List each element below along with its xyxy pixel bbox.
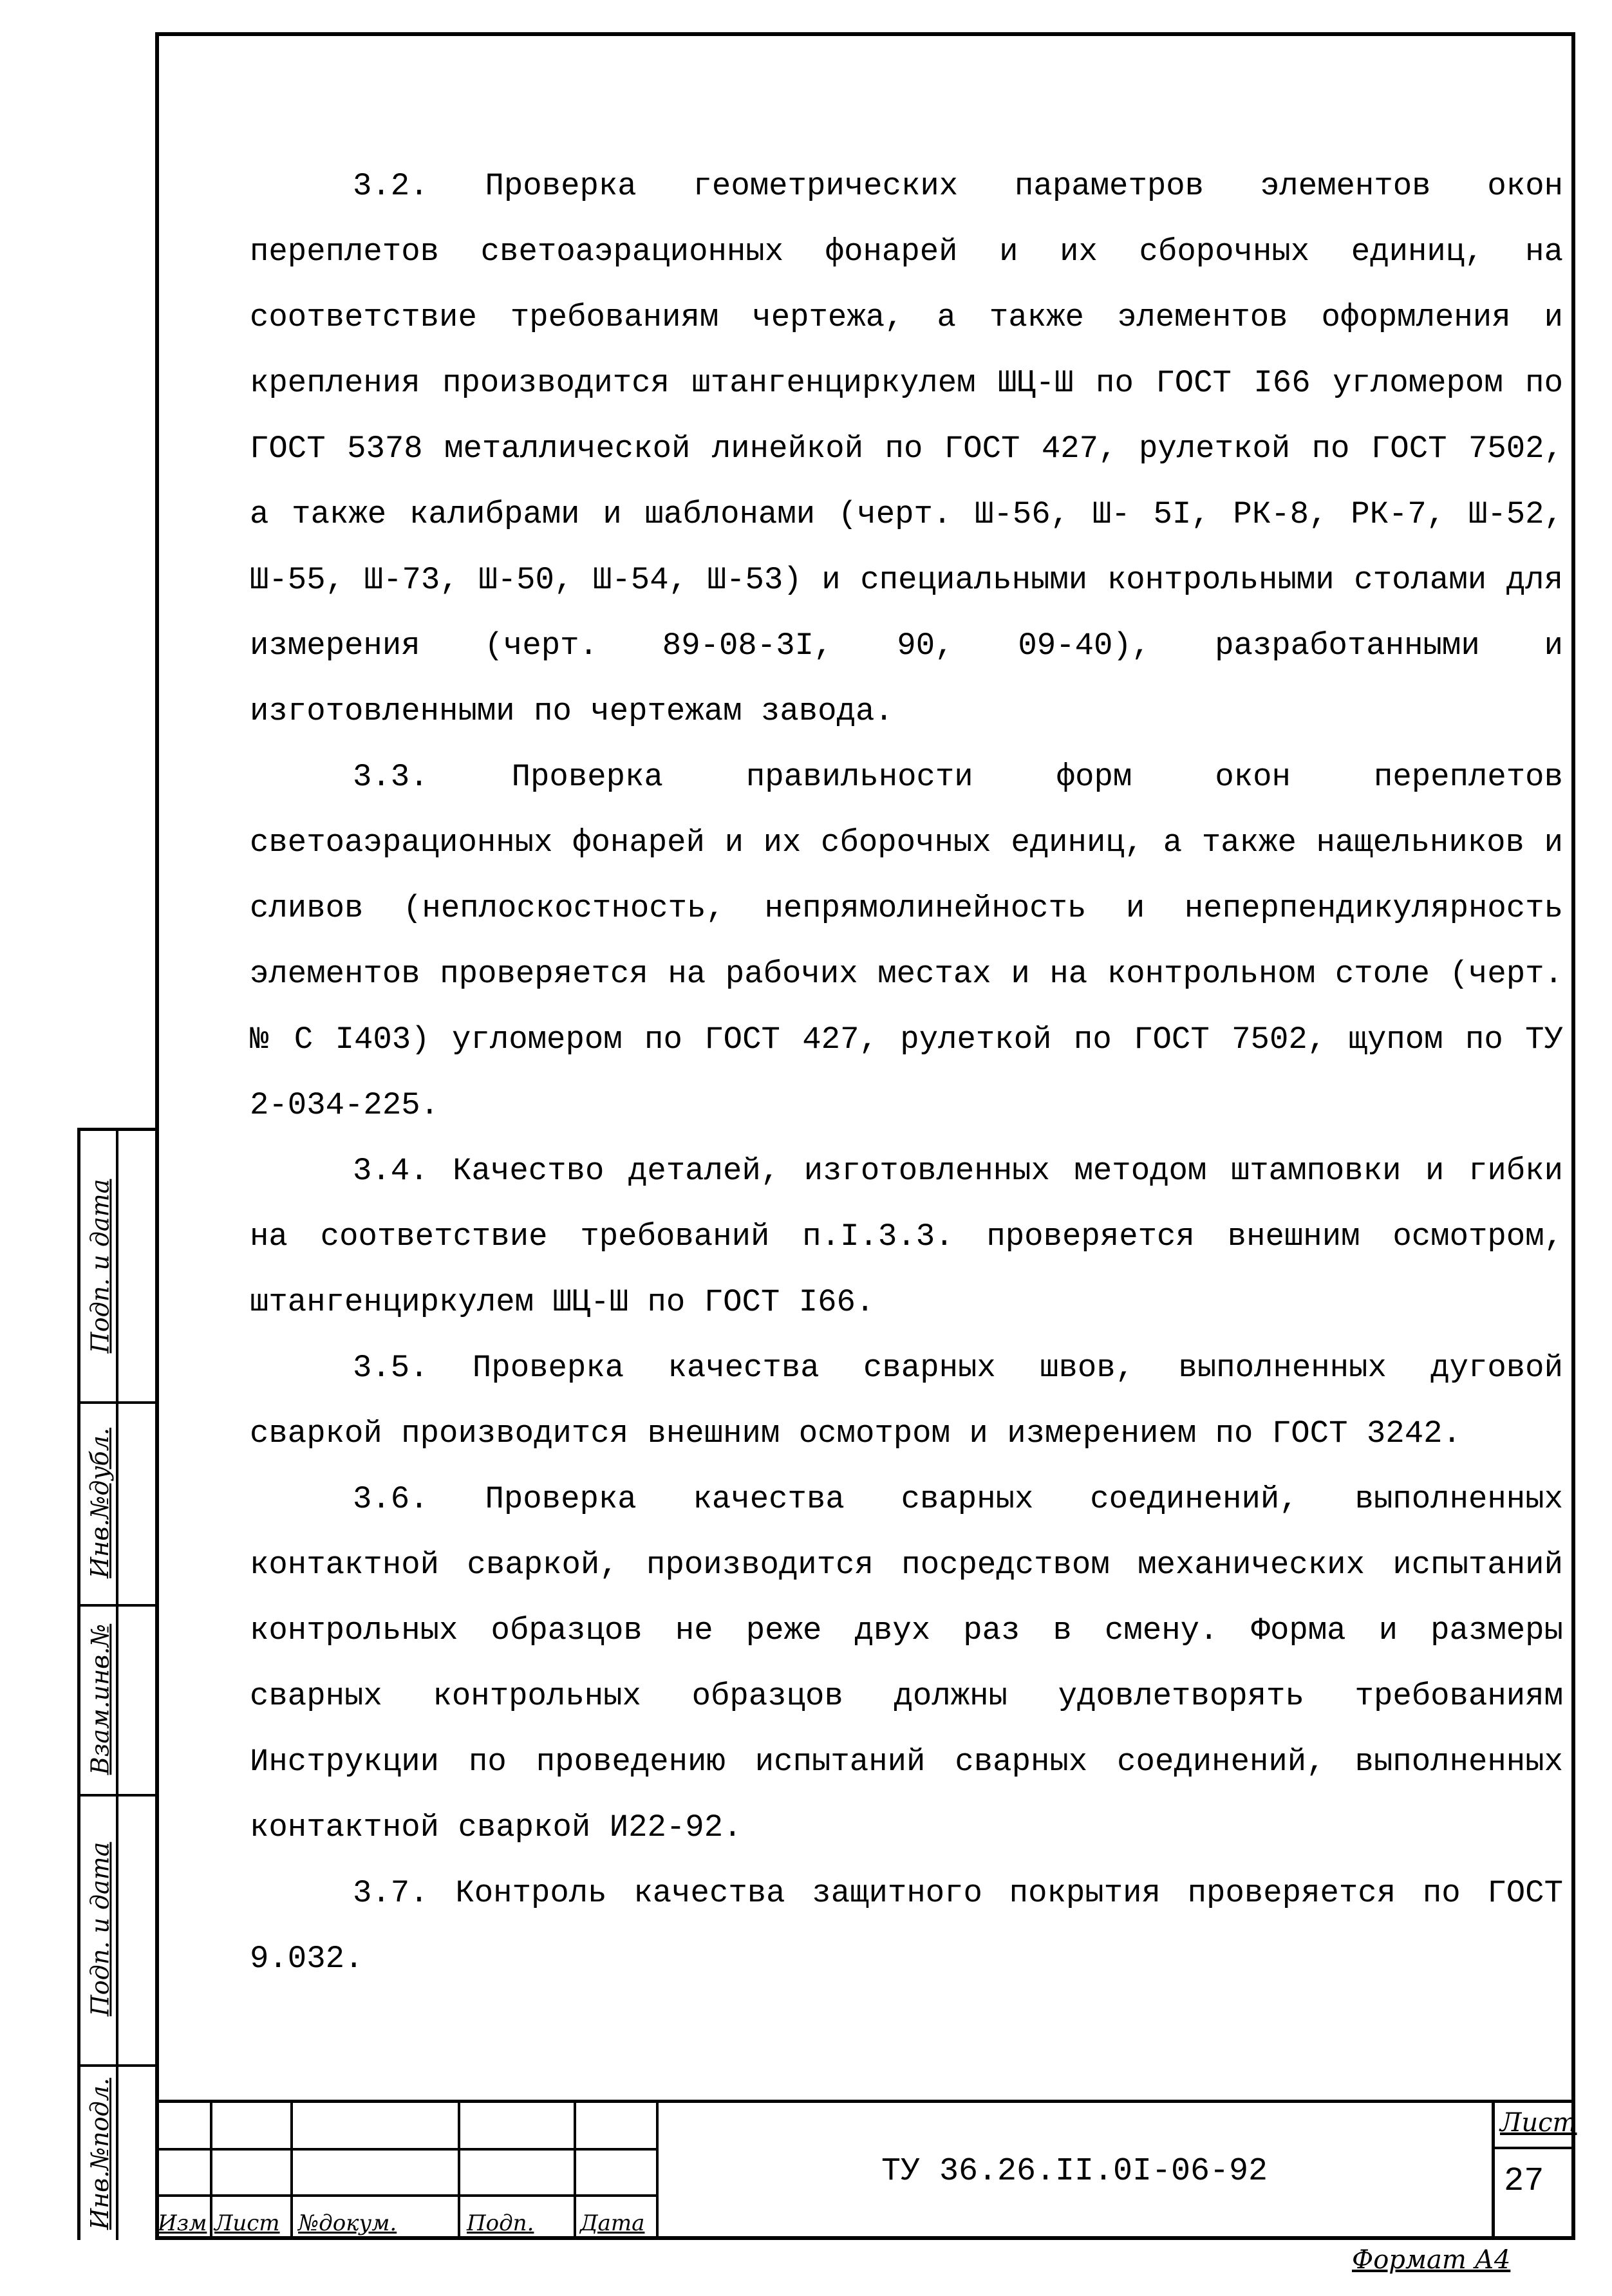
title-block-divider [458, 2103, 460, 2240]
side-label-sign-date: Подп. и дата [86, 1179, 114, 1354]
sheet-cell [1492, 2103, 1575, 2240]
paragraph-3-5: 3.5. Проверка качества сварных швов, выполненных дуговой сваркой производится внешним осмотром и измерением по ГОСТ 3242. [250, 1350, 1563, 1451]
document-body [250, 153, 1563, 1992]
paragraph-3-4: 3.4. Качество деталей, изготовленных методом штамповки и гибки на соответствие требований п.I.3.3. проверяется внешним осмотром, штангенциркулем ШЦ-Ш по ГОСТ I66. [250, 1153, 1563, 1320]
title-block-row-divider [155, 2194, 657, 2197]
title-block-divider [290, 2103, 293, 2240]
side-label-replace-inv: Взам.инв.№ [86, 1623, 114, 1775]
format-label: Формат А4 [1352, 2245, 1511, 2275]
sheet-divider [1495, 2147, 1575, 2149]
paragraph-3-2: 3.2. Проверка геометрических параметров элементов окон переплетов светоаэрационных фонарей и их сборочных единиц, на соответствие требованиям чертежа, а также элементов оформления и крепления производится штангенциркулем ШЦ-Ш по ГОСТ I66 угломером по ГОСТ 5378 металлической линейкой по ГОСТ 427, рулеткой по ГОСТ 7502, а также калибрами и шаблонами (черт. Ш-56, Ш- 5I, РК-8, РК-7, Ш-52, Ш-55, Ш-73, Ш-50, Ш-54, Ш-53) и специальными контрольными столами для измерения (черт. 89-08-3I, 90, 09-40), разработанными и изготовленными по чертежам завода. [250, 168, 1563, 729]
document-code: ТУ 36.26.II.0I-06-92 [881, 2153, 1268, 2190]
title-block [155, 2100, 1575, 2240]
paragraph-3-6: 3.6. Проверка качества сварных соединений, выполненных контактной сваркой, производится посредством механических испытаний контрольных образцов не реже двух раз в смену. Форма и размеры сварных контрольных образцов должны удовлетворять требованиям Инструкции по проведению испытаний сварных соединений, выполненных контактной сваркой И22-92. [250, 1481, 1563, 1845]
label-date: Дата [580, 2210, 645, 2236]
label-sheet-col: Лист [214, 2210, 280, 2236]
side-label-orig-inv: Инв.№подл. [86, 2077, 115, 2230]
title-block-row-divider [155, 2148, 657, 2151]
paragraph-3-7: 3.7. Контроль качества защитного покрытия проверяется по ГОСТ 9.032. [250, 1875, 1563, 1977]
label-doc-number: №докум. [298, 2210, 397, 2236]
side-label-dup-inv: Инв.№дубл. [86, 1427, 115, 1578]
label-change: Изм [158, 2210, 207, 2236]
side-stamp-column [77, 1128, 155, 2240]
sheet-label: Лист [1500, 2108, 1577, 2138]
paragraph-3-3: 3.3. Проверка правильности форм окон переплетов светоаэрационных фонарей и их сборочных единиц, а также нащельников и сливов (неплоскостность, непрямолинейность и неперпендикулярность элементов проверяется на рабочих местах и на контрольном столе (черт. № С I403) угломером по ГОСТ 427, рулеткой по ГОСТ 7502, щупом по ТУ 2-034-225. [250, 759, 1563, 1123]
label-signature: Подп. [467, 2210, 534, 2236]
sheet-number: 27 [1504, 2162, 1544, 2200]
title-block-divider [574, 2103, 576, 2240]
side-label-sign-date-2: Подп. и дата [86, 1842, 114, 2017]
title-block-divider [210, 2103, 212, 2240]
